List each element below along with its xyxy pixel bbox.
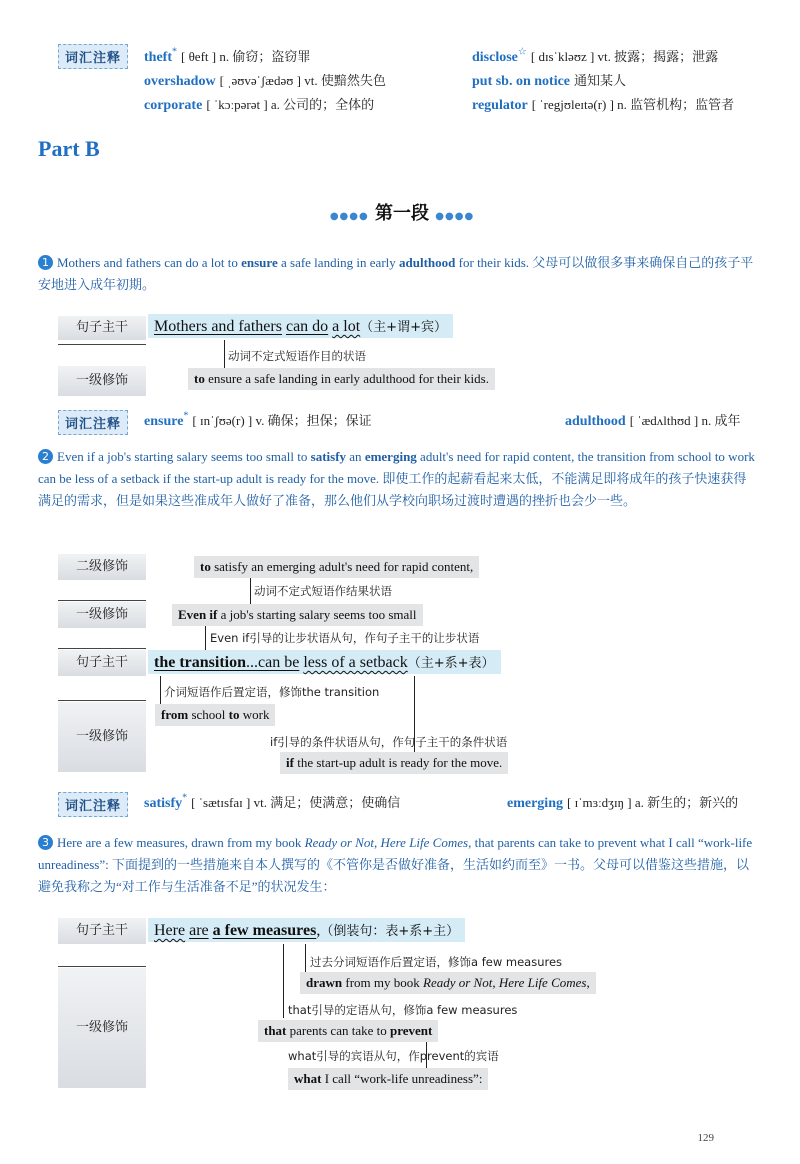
label-mod1: 一级修饰 bbox=[58, 968, 146, 1088]
sentence-trunk: Here are a few measures,（倒装句：表+系+主） bbox=[148, 918, 465, 942]
label-mod1: 一级修饰 bbox=[58, 366, 146, 396]
number-badge: 1 bbox=[38, 255, 53, 270]
vocab-entry: disclose☆ [ dɪsˈkləʊz ] vt. 披露；揭露；泄露 bbox=[472, 46, 719, 65]
sentence-2: 2 Even if a job's starting salary seems too small to satisfy an emerging adult's need for rapid content, the transition from school to work can be less of a setback if the start-up adult is ready for the move. 即使工作的起薪看起来太低，不能满足即将成年的孩子快速获得满足的需求，但是如果这些准成年人做好了准备，那么他们从学校向职场过渡时遭遇的挫折也会少一些。 bbox=[38, 449, 755, 508]
annotation-note: 动词不定式短语作结果状语 bbox=[254, 584, 392, 598]
section-title bbox=[312, 199, 492, 225]
arrow-line bbox=[305, 944, 306, 974]
arrow-line bbox=[250, 578, 251, 604]
annotation-note: what引导的宾语从句，作prevent的宾语 bbox=[288, 1049, 499, 1063]
annotation-note: 介词短语作后置定语，修饰the transition bbox=[164, 685, 380, 699]
arrow-line bbox=[224, 340, 225, 370]
vocab-entry: corporate [ ˈkɔːpərət ] a. 公司的；全体的 bbox=[144, 97, 375, 113]
part-title: Part B bbox=[38, 136, 100, 161]
modifier-box: drawn from my book Ready or Not, Here Life Comes, bbox=[300, 972, 596, 994]
vocab-entry: overshadow [ ˌəʊvəˈʃædəʊ ] vt. 使黯然失色 bbox=[144, 73, 386, 89]
vocab-tag: 词汇注释 bbox=[58, 44, 128, 69]
dots-decoration: ●●●● bbox=[435, 211, 475, 222]
vocab-tag: 词汇注释 bbox=[58, 792, 128, 817]
section-title-text: 第一段 bbox=[375, 203, 429, 224]
modifier-box: to ensure a safe landing in early adulthood for their kids. bbox=[188, 368, 495, 390]
label-main: 句子主干 bbox=[58, 918, 146, 944]
sentence-3: 3 Here are a few measures, drawn from my book Ready or Not, Here Life Comes, that parents can take to prevent what I call “work-life unreadiness”: 下面提到的一些措施来自本人撰写的《不管你是否做好准备，生活如约而至》一书。父母可以借鉴这些措施，以避免我称之为“对工作与生活准备不足”的状况发生： bbox=[38, 835, 753, 894]
annotation-note: 动词不定式短语作目的状语 bbox=[228, 349, 366, 363]
vocab-entry: theft* [ θeft ] n. 偷窃；盗窃罪 bbox=[144, 46, 311, 65]
number-badge: 3 bbox=[38, 835, 53, 850]
modifier-box: Even if a job's starting salary seems too small bbox=[172, 604, 423, 626]
dots-decoration: ●●●● bbox=[329, 211, 369, 222]
arrow-line bbox=[205, 626, 206, 650]
number-badge: 2 bbox=[38, 449, 53, 464]
vocab-entry: emerging [ ɪˈmɜːdʒɪŋ ] a. 新生的；新兴的 bbox=[507, 795, 739, 811]
vocab-entry: put sb. on notice 通知某人 bbox=[472, 73, 627, 89]
label-mod2: 二级修饰 bbox=[58, 554, 146, 580]
sentence-trunk: the transition...can be less of a setback（主+系+表） bbox=[148, 650, 501, 674]
label-mod1: 一级修饰 bbox=[58, 602, 146, 628]
divider bbox=[58, 600, 146, 601]
modifier-box: that parents can take to prevent bbox=[258, 1020, 438, 1042]
label-main: 句子主干 bbox=[58, 650, 146, 676]
annotation-note: that引导的定语从句，修饰a few measures bbox=[288, 1003, 518, 1017]
divider bbox=[58, 966, 146, 967]
label-main: 句子主干 bbox=[58, 316, 146, 340]
divider bbox=[58, 344, 146, 345]
page-number: 129 bbox=[697, 1132, 714, 1144]
modifier-box: what I call “work-life unreadiness”: bbox=[288, 1068, 488, 1090]
vocab-tag: 词汇注释 bbox=[58, 410, 128, 435]
vocab-entry: satisfy* [ ˈsætɪsfaɪ ] vt. 满足；使满意；使确信 bbox=[144, 792, 401, 811]
divider bbox=[58, 648, 146, 649]
modifier-box: to satisfy an emerging adult's need for rapid content, bbox=[194, 556, 479, 578]
sentence-trunk: Mothers and fathers can do a lot（主+谓+宾） bbox=[148, 314, 453, 338]
annotation-note: Even if引导的让步状语从句，作句子主干的让步状语 bbox=[210, 631, 480, 645]
annotation-note: if引导的条件状语从句，作句子主干的条件状语 bbox=[270, 735, 508, 749]
arrow-line bbox=[283, 944, 284, 1018]
vocab-entry: adulthood [ ˈædʌlthʊd ] n. 成年 bbox=[565, 413, 741, 429]
label-mod1: 一级修饰 bbox=[58, 702, 146, 772]
divider bbox=[58, 700, 146, 701]
modifier-box: from school to work bbox=[155, 704, 275, 726]
vocab-entry: regulator [ ˈregjʊleɪtə(r) ] n. 监管机构；监管者 bbox=[472, 97, 735, 113]
arrow-line bbox=[160, 676, 161, 704]
modifier-box: if the start-up adult is ready for the move. bbox=[280, 752, 508, 774]
sentence-1: 1 Mothers and fathers can do a lot to ensure a safe landing in early adulthood for their kids. 父母可以做很多事来确保自己的孩子平安地进入成年初期。 bbox=[38, 255, 754, 292]
annotation-note: 过去分词短语作后置定语，修饰a few measures bbox=[310, 955, 563, 969]
vocab-entry: ensure* [ ɪnˈʃʊə(r) ] v. 确保；担保；保证 bbox=[144, 410, 372, 429]
